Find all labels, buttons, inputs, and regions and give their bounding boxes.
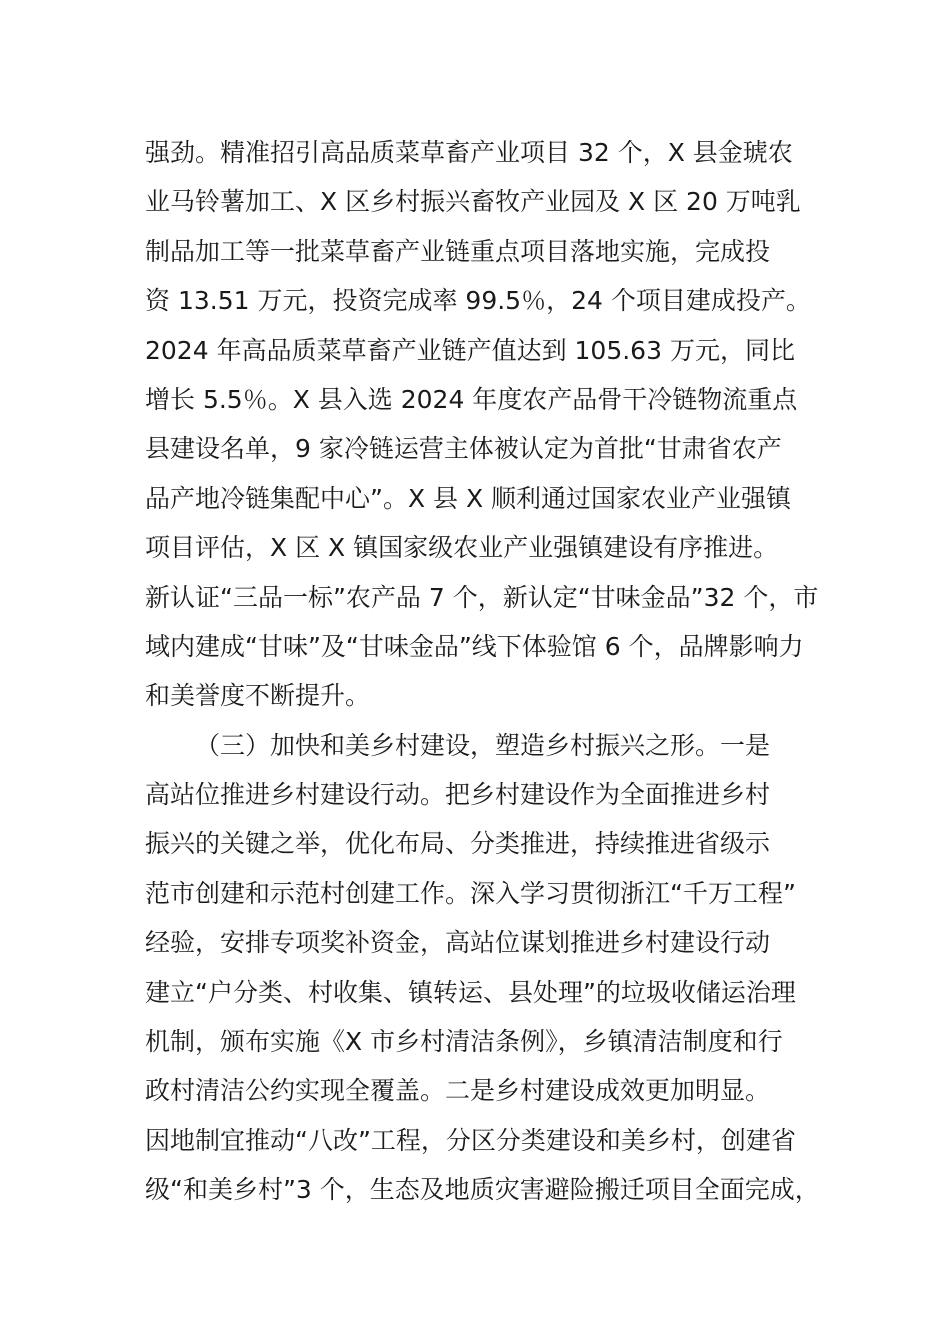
text-line-9: 项目评估，X 区 X 镇国家级农业产业强镇建设有序推进。 [145,533,779,563]
text-line-19: 机制，颁布实施《X 市乡村清洁条例》，乡镇清洁制度和行 [145,1027,783,1057]
text-line-22: 级“和美乡村”3 个，生态及地质灾害避险搬迁项目全面完成， [145,1175,820,1205]
text-line-15: 振兴的关键之举，优化布局、分类推进，持续推进省级示 [145,829,771,859]
text-line-3: 制品加工等一批菜草畜产业链重点项目落地实施，完成投 [145,236,771,266]
text-line-5: 2024 年高品质菜草畜产业链产值达到 105.63 万元，同比 [145,335,795,365]
body-text [145,128,835,1215]
text-line-12: 和美誉度不断提升。 [145,681,371,711]
text-line-11: 域内建成“甘味”及“甘味金品”线下体验馆 6 个，品牌影响力 [145,631,804,661]
text-line-16: 范市创建和示范村创建工作。深入学习贯彻浙江“千万工程” [145,878,796,908]
text-line-14: 高站位推进乡村建设行动。把乡村建设作为全面推进乡村 [145,780,771,810]
text-line-21: 因地制宜推动“八改”工程，分区分类建设和美乡村，创建省 [145,1125,796,1155]
text-line-17: 经验，安排专项奖补资金，高站位谋划推进乡村建设行动 [145,928,771,958]
text-line-10: 新认证“三品一标”农产品 7 个，新认定“甘味金品”32 个，市 [145,582,819,612]
text-line-6: 增长 5.5％。X 县入选 2024 年度农产品骨干冷链物流重点 [145,384,798,414]
text-line-4: 资 13.51 万元，投资完成率 99.5％，24 个项目建成投产。 [145,286,811,316]
text-line-18: 建立“户分类、村收集、镇转运、县处理”的垃圾收储运治理 [145,977,796,1007]
section-heading-line: （三）加快和美乡村建设，塑造乡村振兴之形。一是 [195,730,771,760]
text-line-20: 政村清洁公约实现全覆盖。二是乡村建设成效更加明显。 [145,1076,771,1106]
text-line-8: 品产地冷链集配中心”。X 县 X 顺利通过国家农业产业强镇 [145,483,792,513]
text-line-7: 县建设名单，9 家冷链运营主体被认定为首批“甘肃省农产 [145,434,782,464]
text-line-2: 业马铃薯加工、X 区乡村振兴畜牧产业园及 X 区 20 万吨乳 [145,187,801,217]
text-line-1: 强劲。精准招引高品质菜草畜产业项目 32 个，X 县金琥农 [145,138,793,167]
